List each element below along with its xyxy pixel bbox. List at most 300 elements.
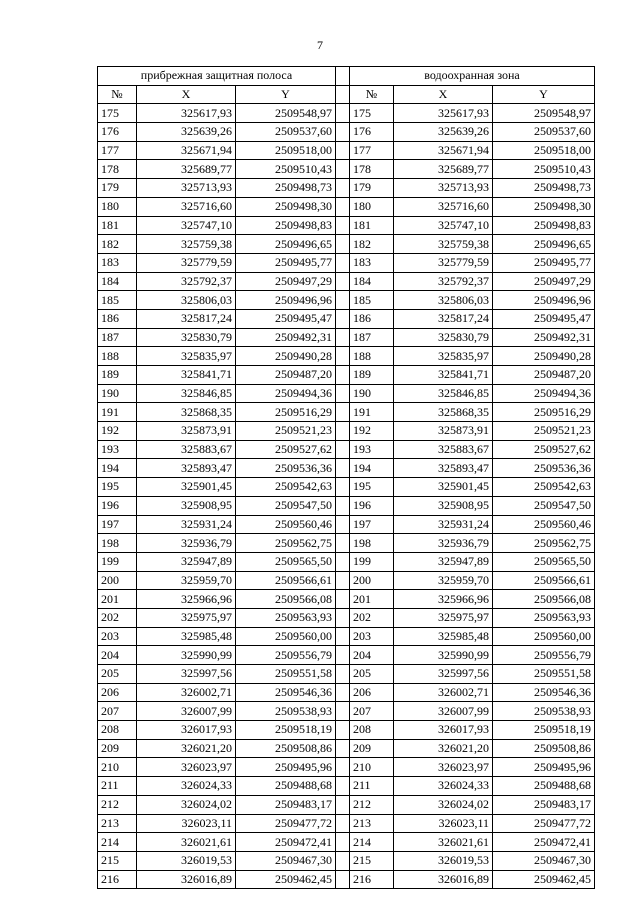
left-point-number: 197 [98,515,137,534]
column-gap [336,440,350,459]
right-x-coordinate: 325806,03 [394,291,493,310]
left-y-coordinate: 2509495,77 [236,253,336,272]
right-point-number: 193 [350,440,394,459]
right-y-coordinate: 2509497,29 [493,272,595,291]
left-x-coordinate: 325846,85 [137,384,236,403]
right-y-coordinate: 2509498,83 [493,216,595,235]
right-point-number: 186 [350,309,394,328]
left-y-coordinate: 2509490,28 [236,347,336,366]
column-gap [336,160,350,179]
right-point-number: 183 [350,253,394,272]
left-y-coordinate: 2509537,60 [236,123,336,142]
right-y-coordinate: 2509462,45 [493,870,595,889]
right-point-number: 176 [350,123,394,142]
left-x-coordinate: 326024,02 [137,795,236,814]
left-x-coordinate: 325817,24 [137,309,236,328]
right-y-coordinate: 2509495,77 [493,253,595,272]
left-point-number: 214 [98,833,137,852]
left-y-coordinate: 2509563,93 [236,608,336,627]
left-y-coordinate: 2509548,97 [236,104,336,123]
right-point-number: 190 [350,384,394,403]
right-point-number: 206 [350,683,394,702]
table-row [98,608,595,627]
right-x-coordinate: 326024,33 [394,777,493,796]
table-row [98,141,595,160]
left-point-number: 181 [98,216,137,235]
table-row [98,851,595,870]
left-point-number: 192 [98,422,137,441]
column-gap [336,777,350,796]
left-y-coordinate: 2509562,75 [236,534,336,553]
column-gap [336,291,350,310]
table-row [98,777,595,796]
left-point-number: 176 [98,123,137,142]
column-gap [336,85,350,104]
left-x-coordinate: 326017,93 [137,721,236,740]
left-point-number: 204 [98,646,137,665]
table-row [98,403,595,422]
table-row [98,104,595,123]
column-gap [336,422,350,441]
left-x-coordinate: 325901,45 [137,478,236,497]
right-point-number: 192 [350,422,394,441]
right-x-coordinate: 325639,26 [394,123,493,142]
right-y-coordinate: 2509566,61 [493,571,595,590]
left-y-coordinate: 2509510,43 [236,160,336,179]
left-x-coordinate: 326016,89 [137,870,236,889]
right-y-coordinate: 2509547,50 [493,496,595,515]
right-y-header: Y [493,85,595,104]
left-point-number: 180 [98,197,137,216]
left-x-coordinate: 325947,89 [137,552,236,571]
right-y-coordinate: 2509477,72 [493,814,595,833]
right-y-coordinate: 2509563,93 [493,608,595,627]
right-point-number: 197 [350,515,394,534]
table-row [98,459,595,478]
right-x-coordinate: 326007,99 [394,702,493,721]
right-point-number: 181 [350,216,394,235]
table-row [98,795,595,814]
right-point-number: 195 [350,478,394,497]
right-point-number: 212 [350,795,394,814]
right-x-coordinate: 326019,53 [394,851,493,870]
right-point-number: 179 [350,179,394,198]
left-point-number: 211 [98,777,137,796]
table-row [98,272,595,291]
right-y-coordinate: 2509510,43 [493,160,595,179]
right-x-coordinate: 325947,89 [394,552,493,571]
right-x-coordinate: 325817,24 [394,309,493,328]
left-point-number: 216 [98,870,137,889]
right-y-coordinate: 2509542,63 [493,478,595,497]
right-point-number: 185 [350,291,394,310]
table-row [98,590,595,609]
left-zone-title: прибрежная защитная полоса [98,67,336,86]
left-point-number: 175 [98,104,137,123]
left-point-number: 213 [98,814,137,833]
right-x-coordinate: 325792,37 [394,272,493,291]
left-x-coordinate: 325759,38 [137,235,236,254]
right-y-coordinate: 2509527,62 [493,440,595,459]
right-x-coordinate: 325931,24 [394,515,493,534]
left-x-coordinate: 325883,67 [137,440,236,459]
column-gap [336,627,350,646]
column-gap [336,141,350,160]
right-y-coordinate: 2509518,19 [493,721,595,740]
zone-title-row [98,67,595,86]
column-gap [336,721,350,740]
column-gap [336,328,350,347]
right-y-coordinate: 2509516,29 [493,403,595,422]
left-point-number: 193 [98,440,137,459]
right-point-number: 194 [350,459,394,478]
left-x-coordinate: 326023,11 [137,814,236,833]
right-point-number: 182 [350,235,394,254]
column-gap [336,253,350,272]
left-x-coordinate: 326019,53 [137,851,236,870]
right-x-coordinate: 326021,61 [394,833,493,852]
right-x-coordinate: 325901,45 [394,478,493,497]
column-gap [336,197,350,216]
left-x-coordinate: 325841,71 [137,366,236,385]
right-y-coordinate: 2509490,28 [493,347,595,366]
left-point-number: 210 [98,758,137,777]
table-row [98,478,595,497]
right-x-coordinate: 325908,95 [394,496,493,515]
right-y-coordinate: 2509566,08 [493,590,595,609]
right-point-number: 180 [350,197,394,216]
right-point-number: 187 [350,328,394,347]
right-y-coordinate: 2509518,00 [493,141,595,160]
column-gap [336,552,350,571]
left-x-coordinate: 325779,59 [137,253,236,272]
right-point-number: 216 [350,870,394,889]
right-point-number: 207 [350,702,394,721]
left-y-coordinate: 2509538,93 [236,702,336,721]
left-x-coordinate: 326023,97 [137,758,236,777]
left-y-coordinate: 2509521,23 [236,422,336,441]
left-x-coordinate: 326024,33 [137,777,236,796]
right-y-coordinate: 2509498,30 [493,197,595,216]
table-row [98,384,595,403]
left-point-number: 207 [98,702,137,721]
column-gap [336,309,350,328]
table-row [98,496,595,515]
page-number: 7 [317,38,323,52]
right-x-coordinate: 325997,56 [394,665,493,684]
column-gap [336,384,350,403]
column-gap [336,123,350,142]
left-x-coordinate: 325835,97 [137,347,236,366]
right-x-coordinate: 325713,93 [394,179,493,198]
left-x-coordinate: 325966,96 [137,590,236,609]
table-row [98,739,595,758]
left-point-number: 195 [98,478,137,497]
left-y-header: Y [236,85,336,104]
right-y-coordinate: 2509494,36 [493,384,595,403]
right-y-coordinate: 2509498,73 [493,179,595,198]
right-x-coordinate: 325617,93 [394,104,493,123]
left-y-coordinate: 2509496,65 [236,235,336,254]
right-point-number: 196 [350,496,394,515]
right-y-coordinate: 2509487,20 [493,366,595,385]
left-x-coordinate: 325908,95 [137,496,236,515]
left-point-number: 201 [98,590,137,609]
left-x-coordinate: 325617,93 [137,104,236,123]
left-x-coordinate: 326007,99 [137,702,236,721]
left-point-number: 191 [98,403,137,422]
left-x-header: X [137,85,236,104]
column-gap [336,216,350,235]
left-y-coordinate: 2509494,36 [236,384,336,403]
left-x-coordinate: 325931,24 [137,515,236,534]
left-x-coordinate: 325975,97 [137,608,236,627]
left-point-number: 215 [98,851,137,870]
left-y-coordinate: 2509516,29 [236,403,336,422]
column-gap [336,272,350,291]
right-point-number: 208 [350,721,394,740]
left-y-coordinate: 2509560,46 [236,515,336,534]
right-y-coordinate: 2509496,65 [493,235,595,254]
right-y-coordinate: 2509495,96 [493,758,595,777]
column-gap [336,571,350,590]
left-x-coordinate: 325671,94 [137,141,236,160]
left-y-coordinate: 2509556,79 [236,646,336,665]
column-gap [336,366,350,385]
column-gap [336,646,350,665]
right-point-number: 213 [350,814,394,833]
right-point-number: 203 [350,627,394,646]
right-x-coordinate: 326021,20 [394,739,493,758]
right-y-coordinate: 2509467,30 [493,851,595,870]
right-y-coordinate: 2509472,41 [493,833,595,852]
column-gap [336,870,350,889]
right-x-coordinate: 325893,47 [394,459,493,478]
left-point-number: 189 [98,366,137,385]
left-y-coordinate: 2509477,72 [236,814,336,833]
left-point-number: 196 [98,496,137,515]
right-x-coordinate: 325716,60 [394,197,493,216]
left-x-coordinate: 326021,20 [137,739,236,758]
column-gap [336,590,350,609]
right-point-number: 198 [350,534,394,553]
table-row [98,440,595,459]
right-x-coordinate: 325689,77 [394,160,493,179]
left-point-number: 206 [98,683,137,702]
right-point-number: 188 [350,347,394,366]
right-number-header: № [350,85,394,104]
right-x-coordinate: 325975,97 [394,608,493,627]
right-y-coordinate: 2509537,60 [493,123,595,142]
column-gap [336,347,350,366]
left-point-number: 202 [98,608,137,627]
right-x-coordinate: 325966,96 [394,590,493,609]
left-y-coordinate: 2509560,00 [236,627,336,646]
column-gap [336,104,350,123]
column-gap [336,683,350,702]
left-y-coordinate: 2509495,47 [236,309,336,328]
table-row [98,702,595,721]
right-x-coordinate: 325841,71 [394,366,493,385]
right-x-coordinate: 325959,70 [394,571,493,590]
left-x-coordinate: 325873,91 [137,422,236,441]
left-y-coordinate: 2509496,96 [236,291,336,310]
right-y-coordinate: 2509562,75 [493,534,595,553]
column-gap [336,739,350,758]
right-x-coordinate: 325883,67 [394,440,493,459]
column-gap [336,403,350,422]
left-point-number: 182 [98,235,137,254]
table-row [98,571,595,590]
column-gap [336,235,350,254]
left-point-number: 186 [98,309,137,328]
table-row [98,291,595,310]
left-y-coordinate: 2509527,62 [236,440,336,459]
table-row [98,422,595,441]
table-row [98,534,595,553]
column-gap [336,459,350,478]
column-gap [336,534,350,553]
column-gap [336,758,350,777]
left-point-number: 194 [98,459,137,478]
table-row [98,646,595,665]
right-y-coordinate: 2509565,50 [493,552,595,571]
left-y-coordinate: 2509566,61 [236,571,336,590]
table-row [98,366,595,385]
left-point-number: 203 [98,627,137,646]
left-y-coordinate: 2509508,86 [236,739,336,758]
table-row [98,758,595,777]
right-y-coordinate: 2509551,58 [493,665,595,684]
right-x-coordinate: 326002,71 [394,683,493,702]
column-gap [336,515,350,534]
left-point-number: 208 [98,721,137,740]
left-y-coordinate: 2509565,50 [236,552,336,571]
left-x-coordinate: 325747,10 [137,216,236,235]
right-x-coordinate: 326023,11 [394,814,493,833]
left-point-number: 209 [98,739,137,758]
left-point-number: 185 [98,291,137,310]
right-point-number: 200 [350,571,394,590]
table-row [98,721,595,740]
right-y-coordinate: 2509538,93 [493,702,595,721]
table-row [98,160,595,179]
left-point-number: 190 [98,384,137,403]
left-x-coordinate: 325936,79 [137,534,236,553]
right-y-coordinate: 2509508,86 [493,739,595,758]
left-x-coordinate: 325959,70 [137,571,236,590]
right-x-coordinate: 325990,99 [394,646,493,665]
table-row [98,253,595,272]
right-point-number: 209 [350,739,394,758]
left-point-number: 212 [98,795,137,814]
right-point-number: 215 [350,851,394,870]
left-y-coordinate: 2509495,96 [236,758,336,777]
left-x-coordinate: 326021,61 [137,833,236,852]
right-y-coordinate: 2509483,17 [493,795,595,814]
right-point-number: 191 [350,403,394,422]
right-x-coordinate: 325779,59 [394,253,493,272]
right-point-number: 205 [350,665,394,684]
left-x-coordinate: 325868,35 [137,403,236,422]
right-point-number: 211 [350,777,394,796]
column-gap [336,478,350,497]
left-y-coordinate: 2509483,17 [236,795,336,814]
left-y-coordinate: 2509498,83 [236,216,336,235]
left-y-coordinate: 2509472,41 [236,833,336,852]
right-point-number: 199 [350,552,394,571]
right-x-coordinate: 325747,10 [394,216,493,235]
right-point-number: 201 [350,590,394,609]
right-y-coordinate: 2509560,00 [493,627,595,646]
left-y-coordinate: 2509518,00 [236,141,336,160]
right-x-coordinate: 325759,38 [394,235,493,254]
column-gap [336,496,350,515]
right-x-coordinate: 326017,93 [394,721,493,740]
right-point-number: 175 [350,104,394,123]
right-point-number: 204 [350,646,394,665]
column-gap [336,814,350,833]
left-y-coordinate: 2509488,68 [236,777,336,796]
right-y-coordinate: 2509556,79 [493,646,595,665]
left-x-coordinate: 325830,79 [137,328,236,347]
right-y-coordinate: 2509548,97 [493,104,595,123]
column-gap [336,665,350,684]
left-point-number: 179 [98,179,137,198]
right-y-coordinate: 2509560,46 [493,515,595,534]
left-x-coordinate: 325716,60 [137,197,236,216]
right-x-coordinate: 325830,79 [394,328,493,347]
table-row [98,870,595,889]
left-y-coordinate: 2509547,50 [236,496,336,515]
left-x-coordinate: 325806,03 [137,291,236,310]
right-point-number: 189 [350,366,394,385]
left-point-number: 200 [98,571,137,590]
left-point-number: 199 [98,552,137,571]
left-y-coordinate: 2509551,58 [236,665,336,684]
left-x-coordinate: 326002,71 [137,683,236,702]
right-zone-title: водоохранная зона [350,67,595,86]
table-row [98,627,595,646]
table-row [98,665,595,684]
right-x-coordinate: 325671,94 [394,141,493,160]
column-gap [336,67,350,86]
table-row [98,515,595,534]
left-x-coordinate: 325985,48 [137,627,236,646]
left-x-coordinate: 325997,56 [137,665,236,684]
column-gap [336,702,350,721]
left-y-coordinate: 2509467,30 [236,851,336,870]
right-y-coordinate: 2509521,23 [493,422,595,441]
table-row [98,235,595,254]
right-point-number: 178 [350,160,394,179]
left-y-coordinate: 2509546,36 [236,683,336,702]
table-row [98,179,595,198]
left-x-coordinate: 325713,93 [137,179,236,198]
right-point-number: 210 [350,758,394,777]
right-point-number: 202 [350,608,394,627]
table-row [98,683,595,702]
left-point-number: 198 [98,534,137,553]
left-y-coordinate: 2509536,36 [236,459,336,478]
right-x-coordinate: 326016,89 [394,870,493,889]
right-y-coordinate: 2509536,36 [493,459,595,478]
right-y-coordinate: 2509496,96 [493,291,595,310]
column-gap [336,795,350,814]
table-row [98,197,595,216]
left-point-number: 188 [98,347,137,366]
table-row [98,552,595,571]
